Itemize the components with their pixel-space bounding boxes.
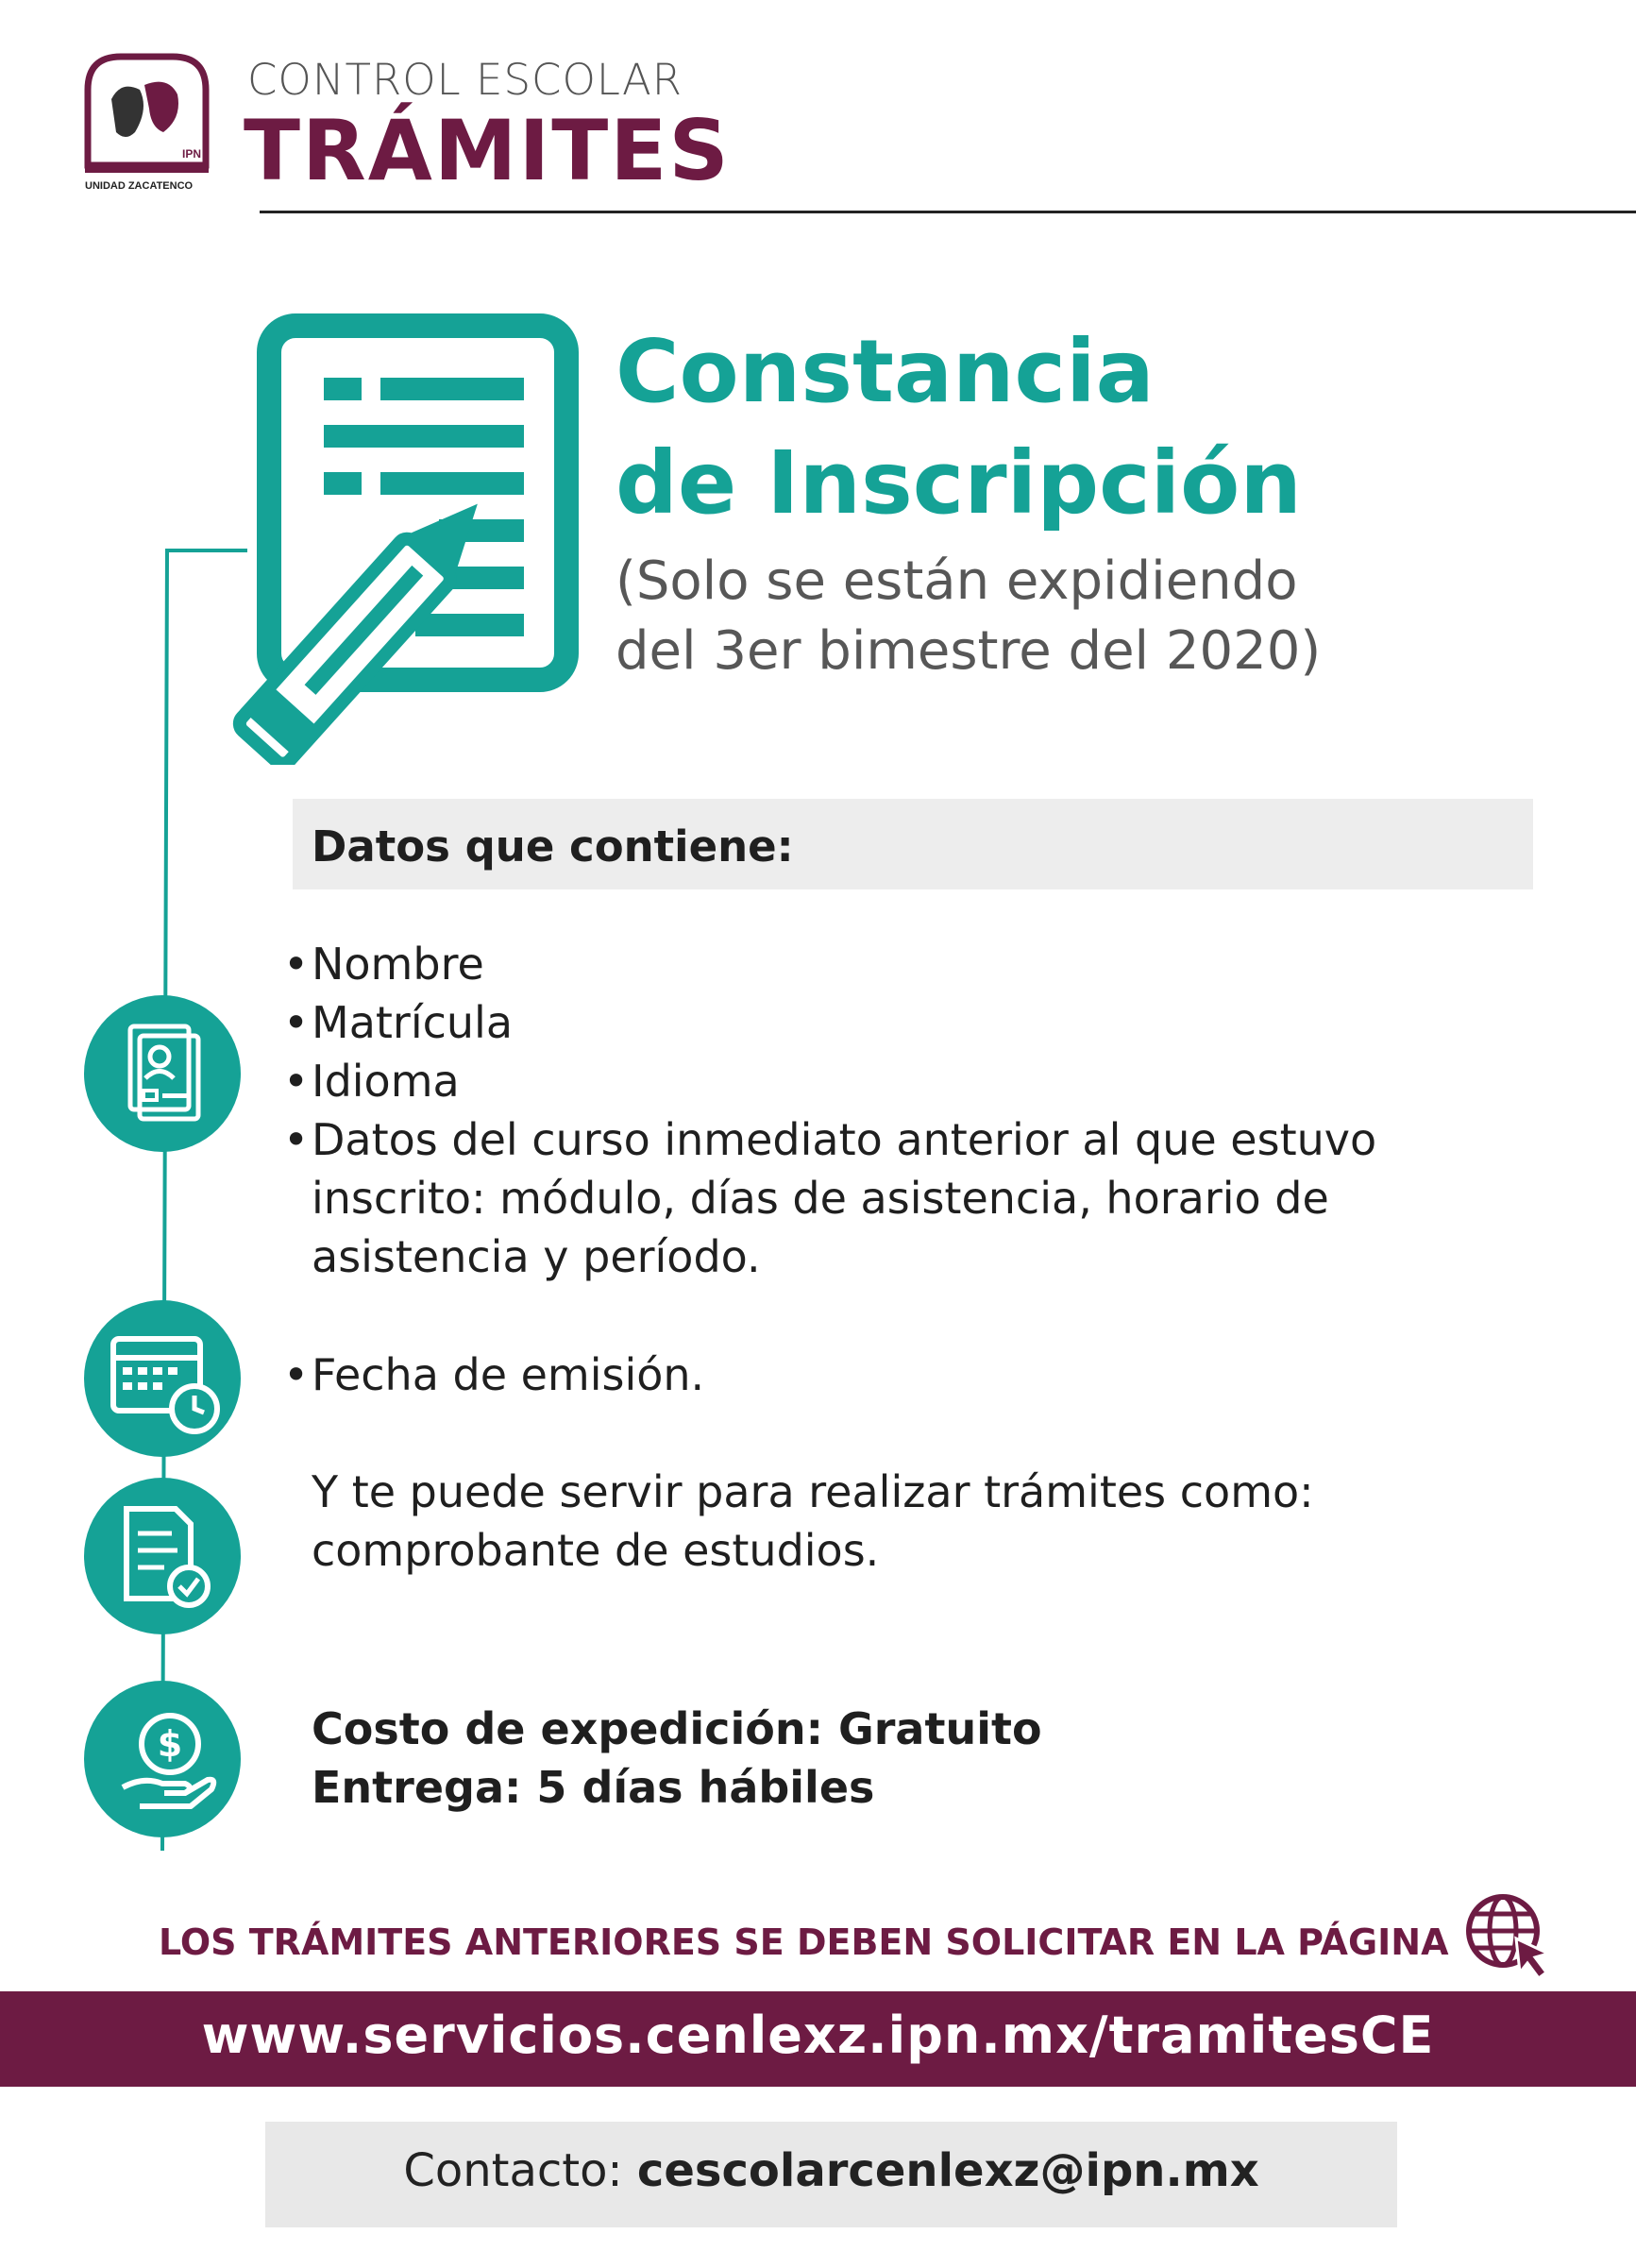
contact-line [265, 2144, 1397, 2197]
subtitle-line-2: del 3er bimestre del 2020) [616, 620, 1322, 682]
list-item [283, 939, 484, 990]
calendar-clock-icon [84, 1300, 241, 1457]
item-datos-curso: Datos del curso inmediato anterior al que estuvo [312, 1114, 1377, 1165]
bullet: • [283, 1114, 310, 1165]
list-item [283, 1056, 460, 1107]
timeline-connector [0, 538, 283, 1860]
item-datos-curso-cont-2: asistencia y período. [312, 1231, 761, 1282]
usage-line-1: Y te puede servir para realizar trámites como: [312, 1466, 1314, 1517]
contact-label: Contacto: [403, 2144, 623, 2197]
list-item [283, 1114, 1376, 1165]
title-line-2: de Inscripción [616, 432, 1302, 533]
title-line-1: Constancia [616, 321, 1155, 422]
subtitle-line-1: (Solo se están expidiendo [616, 550, 1298, 612]
data-header: Datos que contiene: [312, 821, 794, 872]
item-idioma: Idioma [312, 1056, 460, 1107]
ipn-cenlex-logo [83, 52, 211, 194]
bullet: • [283, 1349, 310, 1400]
tramites-url-link[interactable]: www.servicios.cenlexz.ipn.mx/tramitesCE [201, 2006, 1435, 2065]
id-card-icon [84, 995, 241, 1152]
delivery-line: Entrega: 5 días hábiles [312, 1762, 875, 1813]
header-tramites: TRÁMITES [244, 102, 731, 199]
header-control-escolar: CONTROL ESCOLAR [247, 55, 683, 105]
footer-note: LOS TRÁMITES ANTERIORES SE DEBEN SOLICITAR EN LA PÁGINA [159, 1921, 1449, 1963]
bullet: • [283, 997, 310, 1048]
globe-cursor-icon [1463, 1891, 1558, 1981]
money-hand-icon [84, 1681, 241, 1837]
header-divider [260, 211, 1636, 213]
item-nombre: Nombre [312, 939, 484, 990]
cost-line: Costo de expedición: Gratuito [312, 1703, 1042, 1754]
svg-text:IPN: IPN [182, 147, 202, 161]
svg-text:UNIDAD ZACATENCO: UNIDAD ZACATENCO [85, 180, 194, 192]
svg-text:$: $ [157, 1723, 183, 1765]
bullet: • [283, 1056, 310, 1107]
bullet: • [283, 939, 310, 990]
item-fecha: Fecha de emisión. [312, 1349, 705, 1400]
contact-email-link[interactable]: cescolarcenlexz@ipn.mx [636, 2144, 1259, 2197]
document-check-icon [84, 1478, 241, 1634]
usage-line-2: comprobante de estudios. [312, 1525, 880, 1576]
list-item [283, 997, 513, 1048]
item-datos-curso-cont-1: inscrito: módulo, días de asistencia, horario de [312, 1173, 1329, 1224]
item-matricula: Matrícula [312, 997, 514, 1048]
list-item [283, 1349, 704, 1400]
